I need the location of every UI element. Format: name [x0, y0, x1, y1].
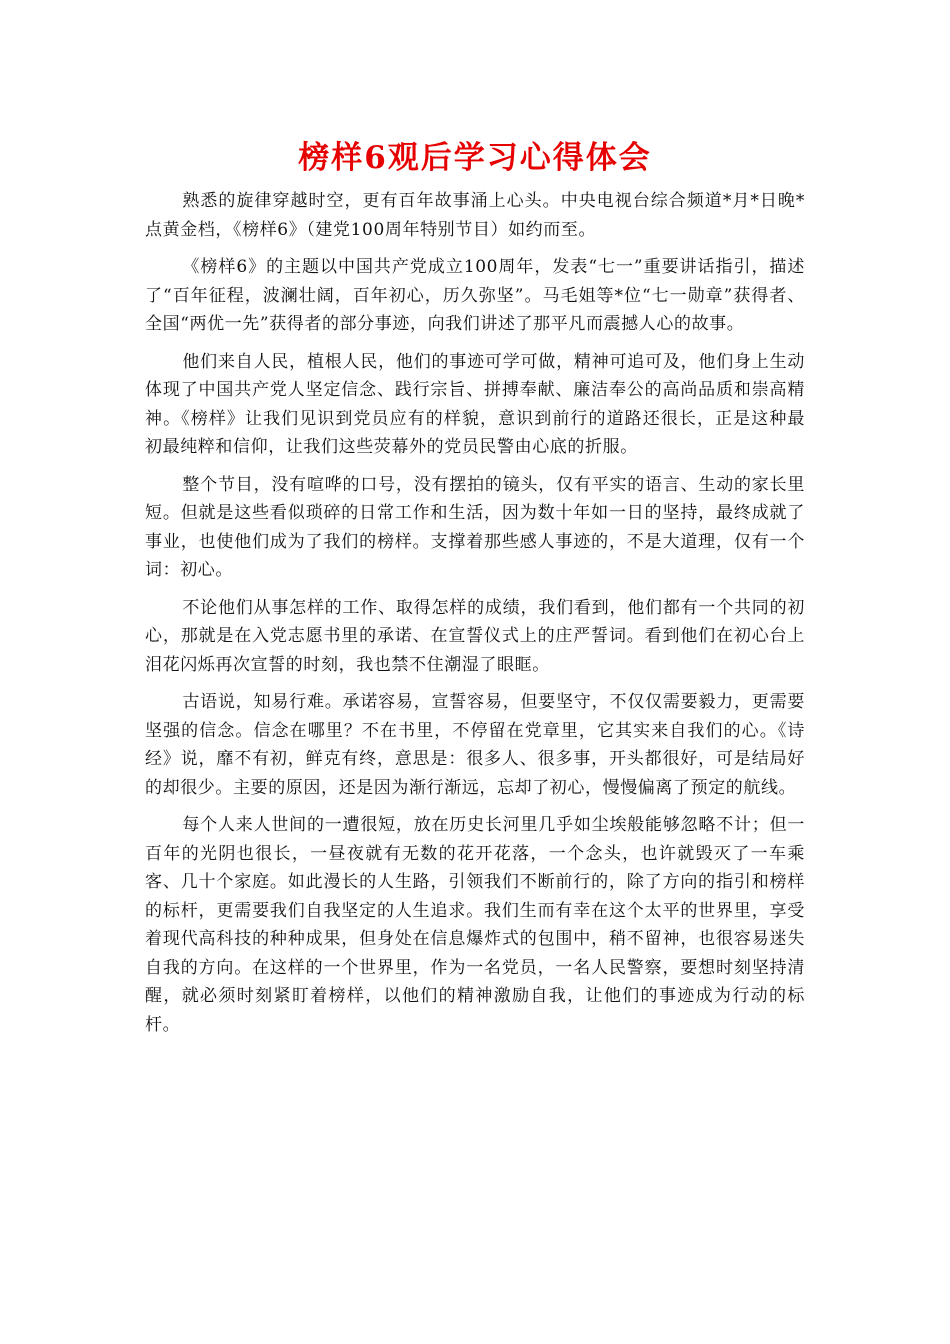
paragraph-3: 他们来自人民，植根人民，他们的事迹可学可做，精神可追可及，他们身上生动体现了中国共产党人坚定信念、践行宗旨、拼搏奉献、廉洁奉公的高尚品质和崇高精神。《榜样》让我们见识到党员应有的样貌，意识到前行的道路还很长，正是这种最初最纯粹和信仰，让我们这些荧幕外的党员民警由心底的折服。: [145, 351, 805, 457]
paragraph-4: 整个节目，没有喧哗的口号，没有摆拍的镜头，仅有平实的语言、生动的家长里短。但就是这些看似琐碎的日常工作和生活，因为数十年如一日的坚持，最终成就了事业，也使他们成为了我们的榜样。支撑着那些感人事迹的，不是大道理，仅有一个词：初心。: [145, 474, 805, 580]
paragraph-6: 古语说，知易行难。承诺容易，宣誓容易，但要坚守，不仅仅需要毅力，更需要坚强的信念。信念在哪里？不在书里，不停留在党章里，它其实来自我们的心。《诗经》说，靡不有初，鲜克有终，意思是：很多人、很多事，开头都很好，可是结局好的却很少。主要的原因，还是因为渐行渐远，忘却了初心，慢慢偏离了预定的航线。: [145, 692, 805, 798]
paragraph-2: 《榜样6》的主题以中国共产党成立100周年，发表“七一”重要讲话指引，描述了“百年征程，波澜壮阔，百年初心，历久弥坚”。马毛姐等*位“七一勋章”获得者、全国“两优一先”获得者的部分事迹，向我们讲述了那平凡而震撼人心的故事。: [145, 257, 806, 334]
document-body: [145, 187, 805, 1048]
paragraph-7: 每个人来人世间的一遭很短，放在历史长河里几乎如尘埃般能够忽略不计；但一百年的光阴也很长，一昼夜就有无数的花开花落，一个念头，也许就毁灭了一车乘客、几十个家庭。如此漫长的人生路，引领我们不断前行的，除了方向的指引和榜样的标杆，更需要我们自我坚定的人生追求。我们生而有幸在这个太平的世界里，享受着现代高科技的种种成果，但身处在信息爆炸式的包围中，稍不留神，也很容易迷失自我的方向。在这样的一个世界里，作为一名党员，一名人民警察，要想时刻坚持清醒，就必须时刻紧盯着榜样，以他们的精神激励自我，让他们的事迹成为行动的标杆。: [145, 815, 805, 1035]
paragraph-5: 不论他们从事怎样的工作、取得怎样的成绩，我们看到，他们都有一个共同的初心，那就是在入党志愿书里的承诺、在宣誓仪式上的庄严誓词。看到他们在初心台上泪花闪烁再次宣誓的时刻，我也禁不住潮湿了眼眶。: [145, 597, 805, 675]
document-title: 榜样6观后学习心得体会: [298, 140, 652, 176]
paragraph-1: 熟悉的旋律穿越时空，更有百年故事涌上心头。中央电视台综合频道*月*日晚*点黄金档，《榜样6》（建党100周年特别节目）如约而至。: [145, 191, 805, 240]
